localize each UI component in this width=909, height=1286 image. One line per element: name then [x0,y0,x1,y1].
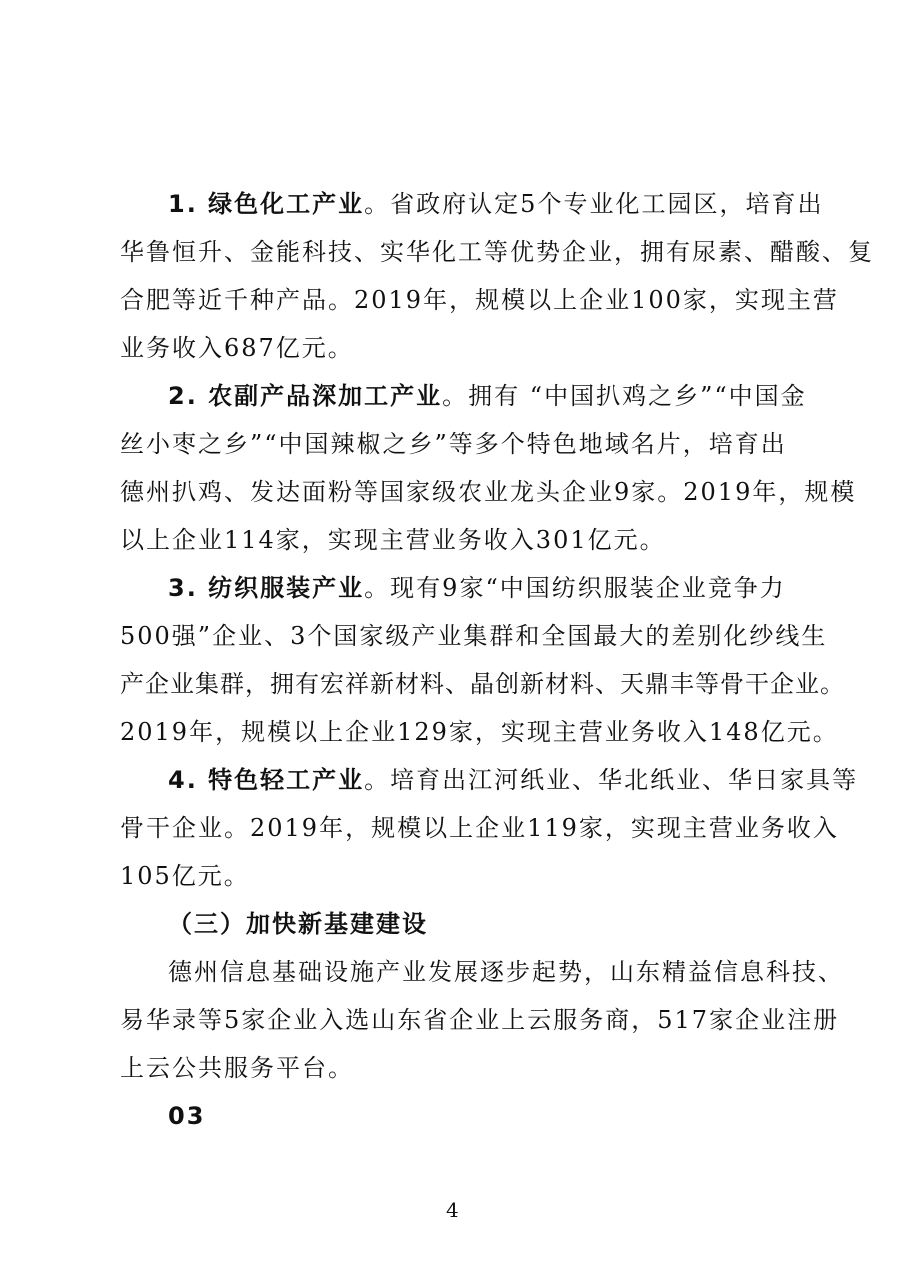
section-2-heading: 2. 农副产品深加工产业 [168,382,443,410]
subsection-title: （三）加快新基建建设 [168,910,428,938]
section-3-first-line [168,574,786,602]
section-2-line-4: 以上企业114家，实现主营业务收入301亿元。 [120,526,666,554]
subsection-line-1: 德州信息基础设施产业发展逐步起势，山东精益信息科技、 [168,958,844,986]
subsection-line-2: 易华录等5家企业入选山东省企业上云服务商，517家企业注册 [120,1006,840,1034]
section-4-first-line [168,766,858,794]
section-2-line-2: 丝小枣之乡”“中国辣椒之乡”等多个特色地域名片，培育出 [120,430,787,458]
section-4-line-2: 骨干企业。2019年，规模以上企业119家，实现主营业务收入 [120,814,839,842]
section-2-first-line [168,382,807,410]
section-4-heading: 4. 特色轻工产业 [168,766,365,794]
section-3-line-3: 产企业集群，拥有宏祥新材料、晶创新材料、天鼎丰等骨干企业。 [120,670,845,698]
section-1-line-4: 业务收入687亿元。 [120,334,354,362]
section-4-line-3: 105亿元。 [120,862,250,890]
section-1-line-2: 华鲁恒升、金能科技、实华化工等优势企业，拥有尿素、醋酸、复 [120,238,874,266]
section-1-intro: 。省政府认定5个专业化工园区，培育出 [364,190,824,218]
section-3-heading: 3. 纺织服装产业 [168,574,365,602]
section-marker: 03 [168,1102,206,1130]
section-1-line-3: 合肥等近千种产品。2019年，规模以上企业100家，实现主营 [120,286,839,314]
section-2-line-3: 德州扒鸡、发达面粉等国家级农业龙头企业9家。2019年，规模 [120,478,857,506]
section-3-line-4: 2019年，规模以上企业129家，实现主营业务收入148亿元。 [120,718,839,746]
section-4-intro: 。培育出江河纸业、华北纸业、华日家具等 [364,766,859,794]
subsection-line-3: 上云公共服务平台。 [120,1054,354,1082]
section-2-intro: 。拥有 “中国扒鸡之乡”“中国金 [442,382,807,410]
section-3-line-2: 500强”企业、3个国家级产业集群和全国最大的差别化纱线生 [120,622,828,650]
section-1-heading: 1. 绿色化工产业 [168,190,365,218]
section-1-first-line [168,190,823,218]
page-number: 4 [446,1198,459,1222]
section-3-intro: 。现有9家“中国纺织服装企业竞争力 [364,574,786,602]
